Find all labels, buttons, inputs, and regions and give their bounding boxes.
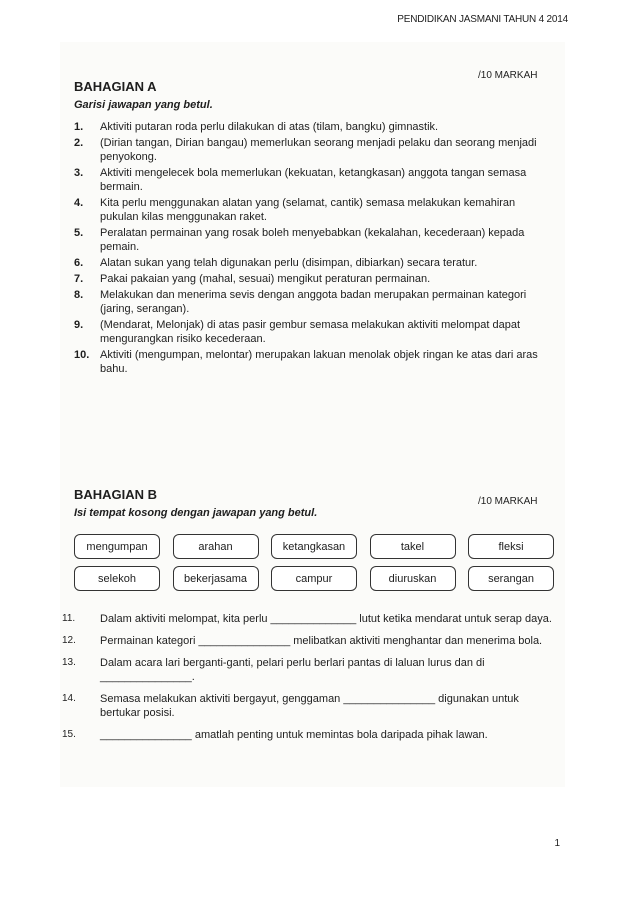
- question-number: 13.: [62, 657, 76, 668]
- question-text: Dalam aktiviti melompat, kita perlu ______________ lutut ketika mendarat untuk serap daya.: [100, 613, 552, 625]
- question-text: Dalam acara lari berganti-ganti, pelari perlu berlari pantas di laluan lurus dan di _______________.: [100, 657, 485, 683]
- word-chip: selekoh: [74, 566, 160, 591]
- word-bank-row: [74, 534, 554, 559]
- question-number: 6.: [74, 257, 84, 269]
- word-chip: takel: [370, 534, 456, 559]
- section-b-instruction: Isi tempat kosong dengan jawapan yang betul.: [74, 507, 318, 519]
- question-number: 2.: [74, 137, 84, 149]
- question-text: Melakukan dan menerima sevis dengan anggota badan merupakan permainan kategori (jaring, serangan).: [100, 289, 527, 315]
- question-item: [74, 288, 556, 316]
- question-number: 12.: [62, 635, 76, 646]
- section-a-instruction: Garisi jawapan yang betul.: [74, 99, 213, 111]
- fill-question-item: [62, 612, 557, 626]
- section-b-title: BAHAGIAN B: [74, 487, 158, 502]
- question-number: 8.: [74, 289, 84, 301]
- question-item: [74, 136, 556, 164]
- question-text: Alatan sukan yang telah digunakan perlu (disimpan, dibiarkan) secara teratur.: [100, 257, 478, 269]
- section-b-question-list: [62, 612, 557, 750]
- section-a-title: BAHAGIAN A: [74, 79, 157, 94]
- section-a-marks: /10 MARKAH: [478, 70, 538, 81]
- question-text: Aktiviti putaran roda perlu dilakukan di atas (tilam, bangku) gimnastik.: [100, 121, 439, 133]
- question-item: [74, 226, 556, 254]
- question-text: Aktiviti (mengumpan, melontar) merupakan lakuan menolak objek ringan ke atas dari aras bahu.: [100, 349, 538, 375]
- question-item: [74, 196, 556, 224]
- fill-question-item: [62, 634, 557, 648]
- question-text: Permainan kategori _______________ melibatkan aktiviti menghantar dan menerima bola.: [100, 635, 543, 647]
- fill-question-item: [62, 692, 557, 720]
- word-chip: serangan: [468, 566, 554, 591]
- question-item: [74, 256, 556, 270]
- question-item: [74, 348, 556, 376]
- section-b-marks: /10 MARKAH: [478, 496, 538, 507]
- question-text: _______________ amatlah penting untuk memintas bola daripada pihak lawan.: [100, 729, 488, 741]
- question-number: 15.: [62, 729, 76, 740]
- question-text: (Dirian tangan, Dirian bangau) memerlukan seorang menjadi pelaku dan seorang menjadi penyokong.: [100, 137, 537, 163]
- question-item: [74, 272, 556, 286]
- page-header-title: PENDIDIKAN JASMANI TAHUN 4 2014: [397, 14, 568, 25]
- word-bank-row: [74, 566, 554, 591]
- question-text: Semasa melakukan aktiviti bergayut, genggaman _______________ digunakan untuk bertukar posisi.: [100, 693, 519, 719]
- word-chip: bekerjasama: [173, 566, 259, 591]
- question-item: [74, 318, 556, 346]
- question-number: 10.: [74, 349, 90, 361]
- question-text: (Mendarat, Melonjak) di atas pasir gembur semasa melakukan aktiviti melompat dapat mengurangkan risiko kecederaan.: [100, 319, 521, 345]
- question-text: Aktiviti mengelecek bola memerlukan (kekuatan, ketangkasan) anggota tangan semasa bermain.: [100, 167, 527, 193]
- question-number: 9.: [74, 319, 84, 331]
- word-chip: fleksi: [468, 534, 554, 559]
- word-chip: ketangkasan: [271, 534, 357, 559]
- word-chip: diuruskan: [370, 566, 456, 591]
- word-chip: campur: [271, 566, 357, 591]
- word-chip: mengumpan: [74, 534, 160, 559]
- word-bank: [74, 534, 554, 598]
- question-number: 3.: [74, 167, 84, 179]
- fill-question-item: [62, 728, 557, 742]
- question-text: Kita perlu menggunakan alatan yang (selamat, cantik) semasa melakukan kemahiran pukulan kilas menggunakan raket.: [100, 197, 516, 223]
- question-text: Peralatan permainan yang rosak boleh menyebabkan (kekalahan, kecederaan) kepada pemain.: [100, 227, 525, 253]
- word-chip: arahan: [173, 534, 259, 559]
- section-a-question-list: [74, 120, 556, 378]
- question-number: 5.: [74, 227, 84, 239]
- question-number: 14.: [62, 693, 76, 704]
- question-number: 4.: [74, 197, 84, 209]
- question-item: [74, 166, 556, 194]
- question-number: 7.: [74, 273, 84, 285]
- question-item: [74, 120, 556, 134]
- question-text: Pakai pakaian yang (mahal, sesuai) mengikut peraturan permainan.: [100, 273, 431, 285]
- question-number: 1.: [74, 121, 84, 133]
- fill-question-item: [62, 656, 557, 684]
- question-number: 11.: [62, 613, 76, 624]
- page-number: 1: [554, 838, 560, 849]
